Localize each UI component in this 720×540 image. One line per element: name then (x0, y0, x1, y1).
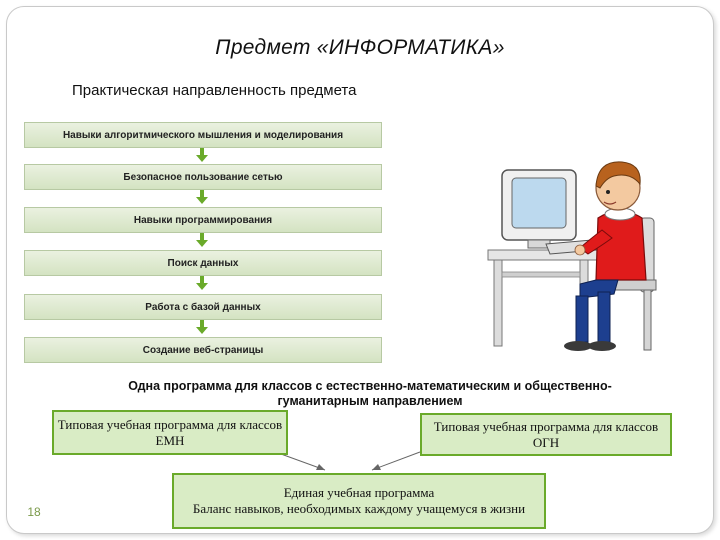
step-programming: Навыки программирования (24, 207, 382, 233)
description-line2: гуманитарным направлением (277, 394, 463, 408)
slide-subtitle: Практическая направленность предмета (72, 82, 357, 99)
unified-program-text: Баланс навыков, необходимых каждому учащемуся в жизни (192, 501, 526, 516)
step-data-search: Поиск данных (24, 250, 382, 276)
step-web-page: Создание веб-страницы (24, 337, 382, 363)
step-algorithmic-thinking: Навыки алгоритмического мышления и моделирования (24, 122, 382, 148)
step-safe-network: Безопасное пользование сетью (24, 164, 382, 190)
box-unified-program (172, 473, 546, 529)
slide-title: Предмет «ИНФОРМАТИКА» (215, 36, 505, 59)
description-line1: Одна программа для классов с естественно-математическим и общественно- (128, 379, 612, 393)
slide-number: 18 (22, 500, 46, 524)
unified-program-title: Единая учебная программа (283, 485, 435, 500)
box-ogn-program: Типовая учебная программа для классов ОГН (420, 413, 672, 456)
step-database: Работа с базой данных (24, 294, 382, 320)
box-emn-program: Типовая учебная программа для классов ЕМН (52, 410, 288, 455)
